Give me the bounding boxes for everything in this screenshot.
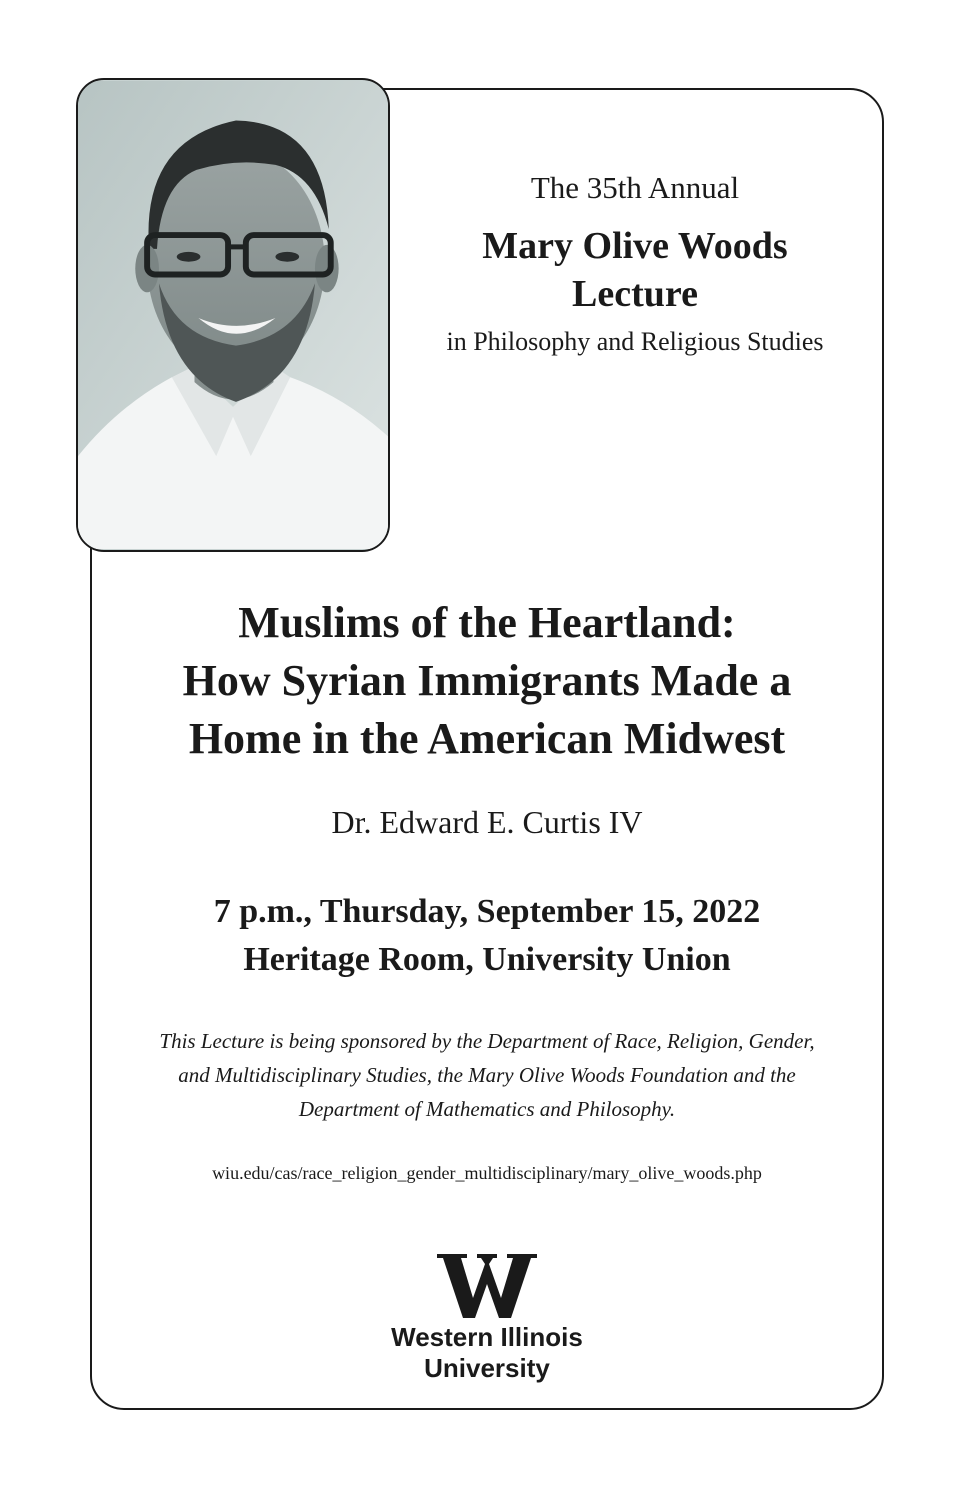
lecture-series-subtitle: in Philosophy and Religious Studies: [446, 327, 824, 356]
event-time: 7 p.m., Thursday, September 15, 2022: [213, 893, 761, 930]
speaker-portrait-image: [78, 80, 388, 550]
lecture-series-title: [400, 222, 870, 318]
sponsor-note-line1: This Lecture is being sponsored by the Department of Race, Religion, Gender,: [159, 1029, 815, 1053]
lecture-title-line2: How Syrian Immigrants Made a: [182, 656, 792, 705]
lecture-series-edition: The 35th Annual: [530, 170, 740, 205]
lecture-title-line1: Muslims of the Heartland:: [238, 598, 736, 647]
lecture-series-title-line1: Mary Olive Woods: [482, 225, 788, 267]
lecture-url: wiu.edu/cas/race_religion_gender_multidisciplinary/mary_olive_woods.php: [212, 1163, 762, 1183]
university-logo-w-icon: [437, 1254, 537, 1318]
university-name: [300, 1322, 674, 1384]
university-name-line2: University: [424, 1353, 550, 1383]
sponsor-note: [110, 1024, 864, 1126]
university-name-line1: Western Illinois: [391, 1322, 583, 1352]
lecture-title-line3: Home in the American Midwest: [188, 714, 786, 763]
speaker-photo: [76, 78, 390, 552]
sponsor-note-line2: and Multidisciplinary Studies, the Mary Olive Woods Foundation and the: [178, 1063, 796, 1087]
speaker-name: Dr. Edward E. Curtis IV: [331, 804, 643, 840]
lecture-series-title-line2: Lecture: [572, 273, 698, 315]
event-location: Heritage Room, University Union: [243, 941, 731, 978]
lecture-title: [90, 594, 884, 768]
sponsor-note-line3: Department of Mathematics and Philosophy.: [298, 1097, 676, 1121]
